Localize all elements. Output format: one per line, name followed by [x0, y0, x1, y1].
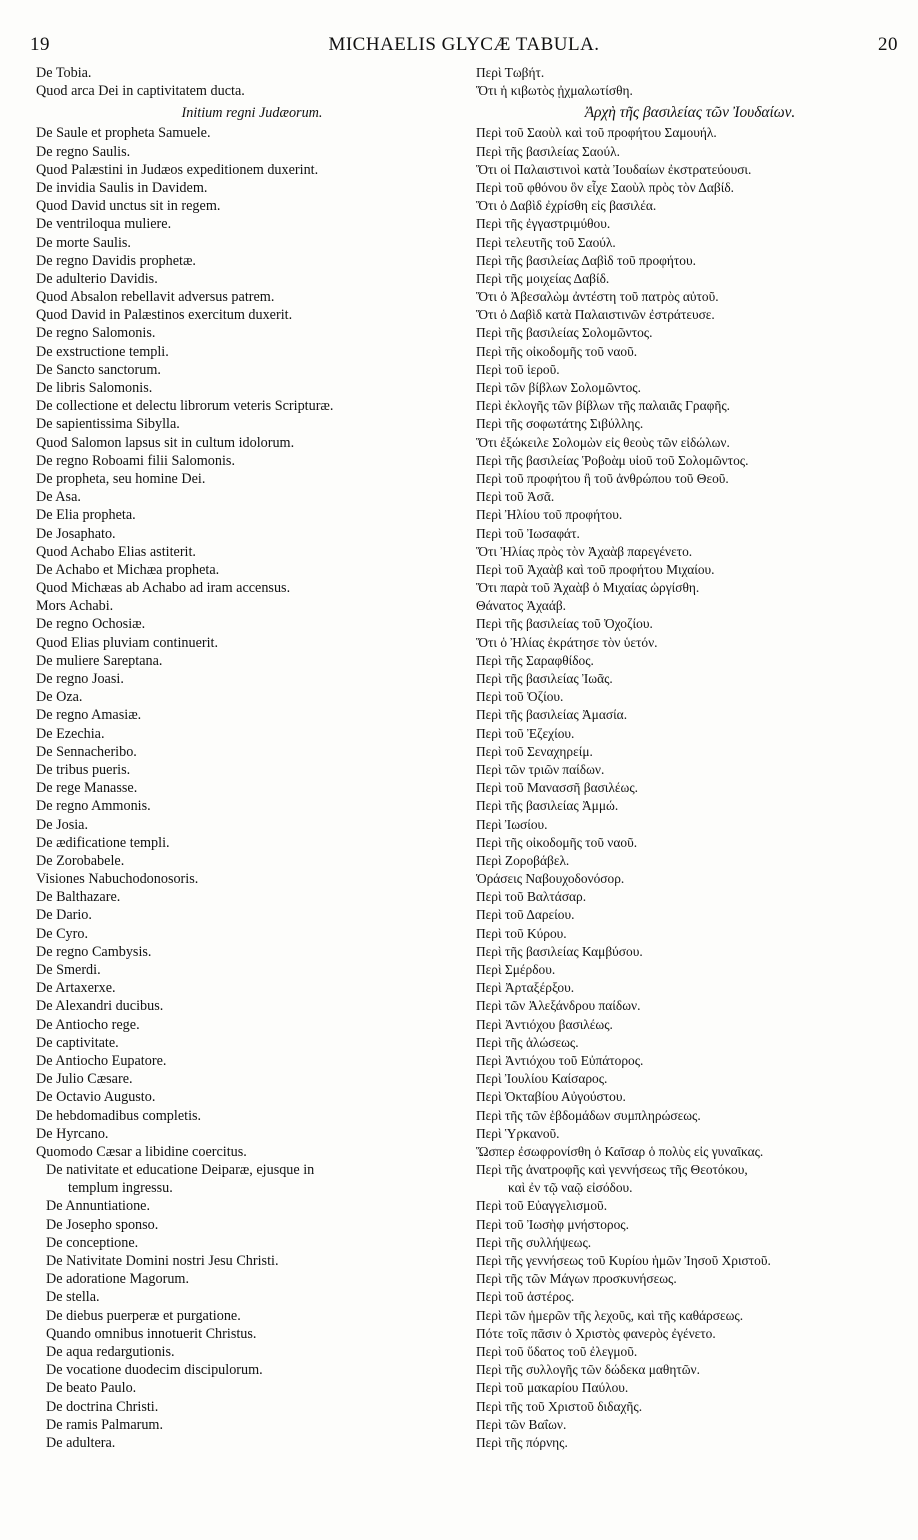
greek-entry: Περὶ τῆς βασιλείας Σαούλ.: [476, 143, 620, 159]
latin-entry: De Antiocho Eupatore.: [36, 1052, 167, 1069]
latin-entry: De morte Saulis.: [36, 234, 131, 251]
latin-entry: De stella.: [46, 1289, 100, 1306]
latin-entry: De Josia.: [36, 816, 89, 833]
greek-entry: Περὶ τῆς γεννήσεως τοῦ Κυρίου ἡμῶν Ἰησοῦ Χριστοῦ.: [476, 1253, 771, 1268]
greek-entry: Περὶ Ἀντιόχου τοῦ Εὐπάτορος.: [476, 1052, 644, 1068]
latin-entry: De captivitate.: [36, 1034, 119, 1051]
greek-entry: Ὅτι ὁ Δαβὶδ ἐχρίσθη εἰς βασιλέα.: [476, 198, 657, 214]
latin-entry: De regno Amasiæ.: [36, 707, 142, 724]
greek-entry: Περὶ τῆς βασιλείας τοῦ Ὀχοζίου.: [476, 616, 653, 632]
latin-entry: De libris Salomonis.: [36, 380, 153, 396]
latin-entry: De nativitate et educatione Deiparæ, ejusque in: [46, 1162, 315, 1179]
latin-entry: De Sancto sanctorum.: [36, 361, 161, 378]
latin-entry: De aqua redargutionis.: [46, 1343, 175, 1360]
latin-entry: De collectione et delectu librorum veteris Scripturæ.: [36, 398, 334, 415]
greek-entry: Περὶ τῆς συλλογῆς τῶν δώδεκα μαθητῶν.: [476, 1362, 700, 1378]
greek-entry: Περὶ Ἰουλίου Καίσαρος.: [476, 1071, 608, 1087]
latin-column: [36, 64, 468, 1452]
latin-entry: De Oza.: [36, 689, 83, 706]
latin-entry: De regno Roboami filii Salomonis.: [36, 452, 235, 469]
greek-entry: Ὅτι ἡ κιβωτὸς ᾐχμαλωτίσθη.: [476, 83, 633, 99]
latin-entry: De ramis Palmarum.: [46, 1416, 164, 1433]
latin-entry: De Saule et propheta Samuele.: [36, 125, 211, 142]
greek-entry: Περὶ τῆς βασιλείας Ἀμμώ.: [476, 798, 619, 814]
greek-entry: Περὶ τῆς ἁλώσεως.: [476, 1034, 579, 1050]
greek-entry: Περὶ τῆς τοῦ Χριστοῦ διδαχῆς.: [476, 1398, 643, 1414]
greek-entry: Περὶ τῆς βασιλείας Ἰωᾶς.: [476, 671, 613, 686]
greek-section-heading: Ἀρχὴ τῆς βασιλείας τῶν Ἰουδαίων.: [584, 104, 796, 122]
greek-entry: Περὶ τῶν βίβλων Σολομῶντος.: [476, 380, 641, 395]
latin-entry: De regno Ammonis.: [36, 798, 151, 815]
greek-entry: Περὶ τῶν ἡμερῶν τῆς λεχοῦς, καὶ τῆς καθάρσεως.: [476, 1307, 744, 1323]
latin-entry: Quod Salomon lapsus sit in cultum idolorum.: [36, 434, 295, 451]
greek-entry: Περὶ ἐκλογῆς τῶν βίβλων τῆς παλαιᾶς Γραφῆς.: [476, 398, 730, 414]
latin-entry: De Achabo et Michæa propheta.: [36, 561, 220, 578]
greek-entry: Περὶ τοῦ Σαοὺλ καὶ τοῦ προφήτου Σαμουήλ.: [476, 125, 717, 141]
latin-entry: Quod Absalon rebellavit adversus patrem.: [36, 289, 275, 306]
greek-entry: Ὅτι οἱ Παλαιστινοὶ κατὰ Ἰουδαίων ἐκστρατεύουσι.: [476, 161, 752, 177]
greek-entry: Περὶ τῆς Σαραφθίδος.: [476, 652, 594, 668]
latin-entry: De beato Paulo.: [46, 1380, 137, 1397]
greek-entry: Περὶ τοῦ Μανασσῆ βασιλέως.: [476, 780, 638, 796]
latin-entry: Quod Achabo Elias astiterit.: [36, 543, 196, 560]
greek-entry: Περὶ τοῦ φθόνου ὃν εἶχε Σαοὺλ πρὸς τὸν Δαβίδ.: [476, 179, 734, 195]
latin-entry: De Artaxerxe.: [36, 980, 116, 997]
greek-entry: Περὶ τῆς οἰκοδομῆς τοῦ ναοῦ.: [476, 343, 638, 359]
greek-entry: Περὶ Ἰωσίου.: [476, 816, 548, 832]
greek-entry: Περὶ Ζοροβάβελ.: [476, 852, 570, 868]
greek-entry: Περὶ τῆς οἰκοδομῆς τοῦ ναοῦ.: [476, 834, 638, 850]
latin-entry: Quod Elias pluviam continuerit.: [36, 634, 219, 651]
greek-entry: Περὶ τοῦ προφήτου ἢ τοῦ ἀνθρώπου τοῦ Θεοῦ.: [476, 470, 729, 486]
latin-entry: Quod David unctus sit in regem.: [36, 198, 221, 215]
latin-entry: Visiones Nabuchodonosoris.: [36, 871, 199, 888]
right-page-number: 20: [878, 34, 898, 55]
latin-entry: De vocatione duodecim discipulorum.: [46, 1362, 263, 1379]
latin-entry: De adulterio Davidis.: [36, 270, 158, 287]
latin-entry: De adoratione Magorum.: [46, 1271, 190, 1288]
latin-entry: Quod Michæas ab Achabo ad iram accensus.: [36, 580, 291, 597]
latin-entry: De Tobia.: [36, 65, 92, 81]
greek-entry: Ὥσπερ ἐσωφρονίσθη ὁ Καῖσαρ ὁ πολὺς εἰς γυναῖκας.: [476, 1143, 764, 1159]
greek-column: [476, 64, 904, 1452]
greek-entry: Περὶ τῆς μοιχείας Δαβίδ.: [476, 270, 610, 286]
greek-entry: Πότε τοῖς πᾶσιν ὁ Χριστὸς φανερὸς ἐγένετο.: [476, 1325, 716, 1341]
latin-section-heading: Initium regni Judæorum.: [181, 105, 323, 122]
latin-entry: De Hyrcano.: [36, 1125, 109, 1142]
greek-entry: Περὶ τῆς πόρνης.: [476, 1434, 568, 1450]
latin-entry: De regno Cambysis.: [36, 943, 152, 960]
greek-entry: Περὶ τῆς συλλήψεως.: [476, 1234, 592, 1250]
latin-entry: De doctrina Christi.: [46, 1398, 159, 1415]
latin-entry: De regno Davidis prophetæ.: [36, 252, 196, 269]
latin-entry: De diebus puerperæ et purgatione.: [46, 1307, 241, 1324]
latin-entry: templum ingressu.: [68, 1180, 173, 1197]
latin-entry: De Annuntiatione.: [46, 1198, 151, 1215]
greek-entry: Περὶ τελευτῆς τοῦ Σαούλ.: [476, 234, 616, 250]
running-title: MICHAELIS GLYCÆ TABULA.: [328, 34, 600, 55]
greek-entry: Περὶ τῆς βασιλείας Δαβὶδ τοῦ προφήτου.: [476, 252, 696, 268]
greek-entry: Περὶ τοῦ Εὐαγγελισμοῦ.: [476, 1198, 608, 1214]
greek-entry: Περὶ τοῦ Ἀσᾶ.: [476, 489, 555, 505]
latin-entry: De Antiocho rege.: [36, 1016, 140, 1033]
latin-entry: De invidia Saulis in Davidem.: [36, 179, 208, 196]
greek-entry: Περὶ Τωβήτ.: [476, 65, 545, 80]
greek-entry: Περὶ τῶν Ἀλεξάνδρου παίδων.: [476, 998, 641, 1014]
latin-entry: De rege Manasse.: [36, 780, 138, 797]
latin-entry: De Smerdi.: [36, 962, 101, 978]
greek-entry: Περὶ τοῦ Ὀζίου.: [476, 689, 564, 705]
latin-entry: De adultera.: [46, 1434, 116, 1451]
latin-entry: De Julio Cæsare.: [36, 1071, 133, 1088]
greek-entry: Ὅτι ὁ Ἀβεσαλὼμ ἀντέστη τοῦ πατρὸς αὐτοῦ.: [476, 289, 719, 305]
latin-entry: Quando omnibus innotuerit Christus.: [46, 1325, 257, 1342]
greek-entry: Περὶ Ἀρταξέρξου.: [476, 980, 575, 996]
latin-entry: De Josaphato.: [36, 525, 116, 542]
greek-entry: Θάνατος Ἀχαάβ.: [476, 598, 566, 614]
greek-entry: Ὁράσεις Ναβουχοδονόσορ.: [476, 871, 625, 887]
latin-entry: De Nativitate Domini nostri Jesu Christi.: [46, 1253, 279, 1269]
greek-entry: Περὶ τοῦ Βαλτάσαρ.: [476, 889, 587, 905]
greek-entry: Ὅτι Ἠλίας πρὸς τὸν Ἀχαὰβ παρεγένετο.: [476, 543, 693, 559]
latin-entry: De Cyro.: [36, 925, 89, 942]
greek-entry: Περὶ τοῦ ἀστέρος.: [476, 1289, 575, 1305]
greek-entry: Περὶ τῶν Βαΐων.: [476, 1416, 567, 1432]
greek-entry: Περὶ τοῦ Ἰωσαφάτ.: [476, 525, 580, 541]
greek-entry: Περὶ τοῦ Ἀχαὰβ καὶ τοῦ προφήτου Μιχαίου.: [476, 561, 715, 577]
latin-entry: Quod David in Palæstinos exercitum duxerit.: [36, 307, 293, 324]
greek-entry: Περὶ τῆς βασιλείας Ἀμασία.: [476, 707, 628, 723]
greek-entry: Περὶ Ἀντιόχου βασιλέως.: [476, 1016, 613, 1032]
latin-entry: De Balthazare.: [36, 889, 121, 906]
latin-entry: De Octavio Augusto.: [36, 1089, 156, 1106]
greek-entry: Περὶ Ἠλίου τοῦ προφήτου.: [476, 507, 623, 523]
greek-entry: καὶ ἐν τῷ ναῷ εἰσόδου.: [508, 1180, 633, 1196]
greek-entry: Περὶ τῆς βασιλείας Καμβύσου.: [476, 943, 643, 959]
latin-entry: De hebdomadibus completis.: [36, 1107, 202, 1124]
greek-entry: Περὶ τῆς ἐγγαστριμύθου.: [476, 216, 611, 232]
latin-entry: De Zorobabele.: [36, 852, 125, 869]
greek-entry: Περὶ τῆς βασιλείας Σολομῶντος.: [476, 325, 653, 341]
greek-entry: Περὶ Ὑρκανοῦ.: [476, 1125, 560, 1141]
latin-entry: Quod Palæstini in Judæos expeditionem duxerint.: [36, 161, 319, 178]
latin-entry: De regno Salomonis.: [36, 325, 156, 342]
greek-entry: Ὅτι ὁ Δαβὶδ κατὰ Παλαιστινῶν ἐστράτευσε.: [476, 307, 715, 323]
greek-entry: Περὶ τῆς βασιλείας Ῥοβοὰμ υἱοῦ τοῦ Σολομῶντος.: [476, 452, 749, 468]
greek-entry: Περὶ τοῦ ὕδατος τοῦ ἐλεγμοῦ.: [476, 1343, 638, 1359]
greek-entry: Περὶ τοῦ ἱεροῦ.: [476, 361, 560, 377]
latin-entry: De Ezechia.: [36, 725, 105, 742]
latin-entry: De propheta, seu homine Dei.: [36, 470, 206, 487]
greek-entry: Ὅτι ὁ Ἠλίας ἐκράτησε τὸν ὑετόν.: [476, 634, 658, 650]
greek-entry: Περὶ τῆς ἀνατροφῆς καὶ γεννήσεως τῆς Θεοτόκου,: [476, 1162, 748, 1178]
latin-entry: De Alexandri ducibus.: [36, 998, 164, 1015]
greek-entry: Ὅτι παρὰ τοῦ Ἀχαὰβ ὁ Μιχαίας ὠργίσθη.: [476, 580, 700, 596]
greek-entry: Περὶ τοῦ μακαρίου Παύλου.: [476, 1380, 629, 1396]
latin-entry: De Elia propheta.: [36, 507, 136, 524]
greek-entry: Περὶ τοῦ Ἐζεχίου.: [476, 725, 575, 741]
latin-entry: De regno Joasi.: [36, 671, 124, 687]
latin-entry: De ædificatione templi.: [36, 834, 170, 851]
greek-entry: Περὶ τοῦ Ἰωσὴφ μνήστορος.: [476, 1216, 629, 1232]
latin-entry: De Sennacheribo.: [36, 743, 137, 760]
latin-entry: De muliere Sareptana.: [36, 652, 163, 669]
greek-entry: Περὶ τοῦ Κύρου.: [476, 925, 567, 941]
latin-entry: De exstructione templi.: [36, 343, 169, 360]
left-page-number: 19: [30, 34, 50, 55]
greek-entry: Περὶ τῶν τριῶν παίδων.: [476, 761, 605, 777]
latin-entry: Mors Achabi.: [36, 598, 114, 615]
running-header: [30, 34, 898, 60]
greek-entry: Περὶ τοῦ Δαρείου.: [476, 907, 575, 923]
greek-entry: Ὅτι ἐξώκειλε Σολομὼν εἰς θεοὺς τῶν εἰδώλων.: [476, 434, 730, 450]
greek-entry: Περὶ τῆς σοφωτάτης Σιβύλλης.: [476, 416, 644, 432]
greek-entry: Περὶ τοῦ Σεναχηρείμ.: [476, 743, 593, 759]
latin-entry: De Josepho sponso.: [46, 1216, 159, 1233]
latin-entry: Quomodo Cæsar a libidine coercitus.: [36, 1143, 247, 1160]
latin-entry: Quod arca Dei in captivitatem ducta.: [36, 83, 245, 100]
latin-entry: De regno Ochosiæ.: [36, 616, 146, 633]
latin-entry: De regno Saulis.: [36, 143, 131, 160]
latin-entry: De conceptione.: [46, 1234, 139, 1251]
greek-entry: Περὶ τῆς τῶν Μάγων προσκυνήσεως.: [476, 1271, 677, 1287]
latin-entry: De Dario.: [36, 907, 92, 924]
greek-entry: Περὶ τῆς τῶν ἑβδομάδων συμπληρώσεως.: [476, 1107, 701, 1123]
latin-entry: De Asa.: [36, 489, 81, 506]
greek-entry: Περὶ Ὀκταβίου Αὐγούστου.: [476, 1089, 626, 1105]
latin-entry: De ventriloqua muliere.: [36, 216, 172, 233]
latin-entry: De sapientissima Sibylla.: [36, 416, 180, 433]
greek-entry: Περὶ Σμέρδου.: [476, 962, 556, 977]
latin-entry: De tribus pueris.: [36, 761, 131, 778]
